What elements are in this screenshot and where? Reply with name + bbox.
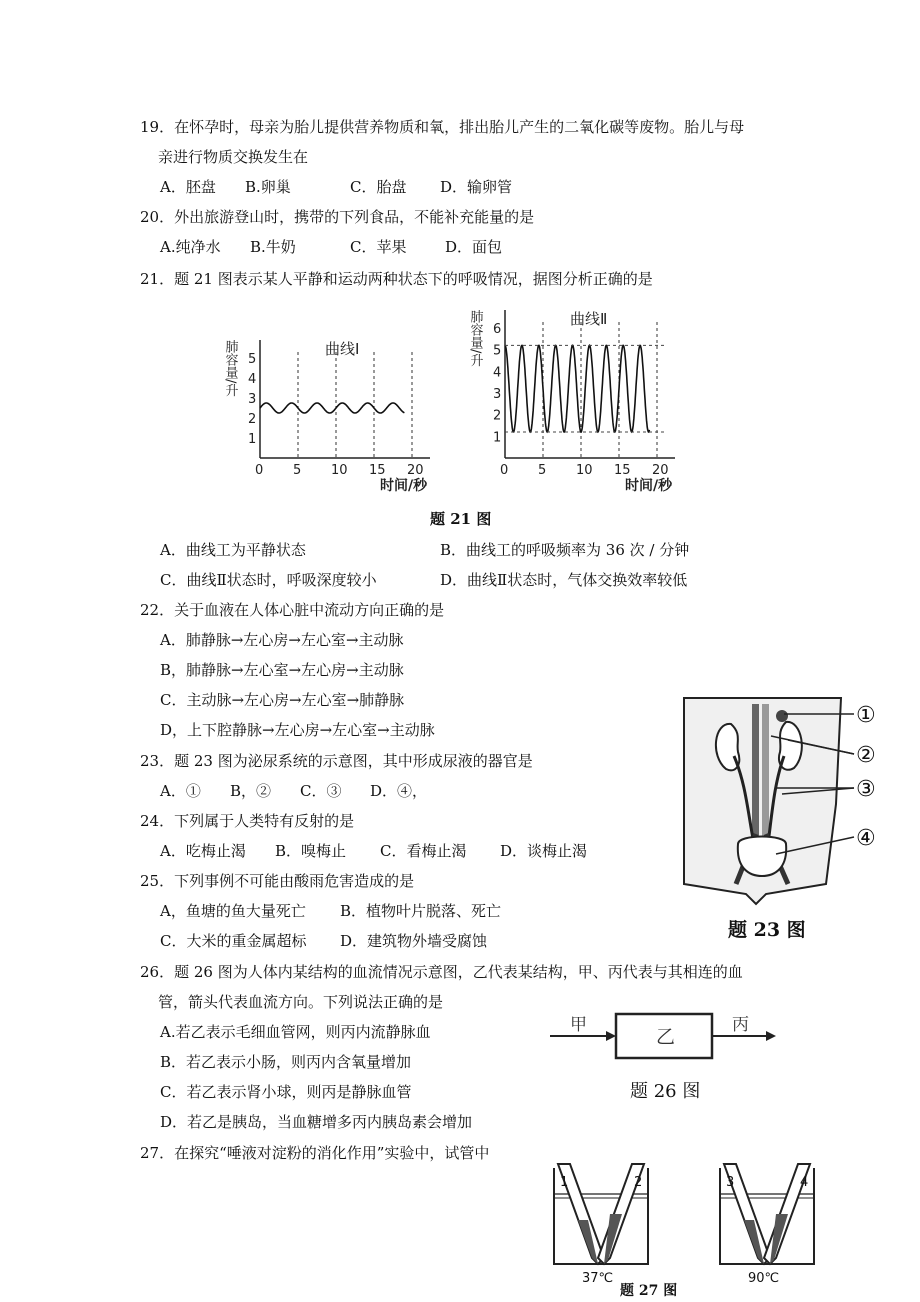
y-tick-1-0: 1 — [248, 432, 257, 447]
q22-option-a: A．肺静脉→左心房→左心室→主动脉 — [160, 631, 404, 649]
q24-option-a: A．吃梅止渴 — [160, 842, 246, 860]
q23-caption: 题 23 图 — [728, 919, 806, 941]
x-tick-2-0: 0 — [500, 463, 509, 478]
q26-label-bing: 丙 — [732, 1015, 749, 1035]
x-tick-1-4: 20 — [407, 463, 424, 478]
q27-stem: 27．在探究“唾液对淀粉的消化作用”实验中，试管中 — [140, 1144, 490, 1162]
chart-curve-1 — [223, 339, 431, 494]
q26-option-a: A.若乙表示毛细血管网，则丙内流静脉血 — [160, 1023, 431, 1041]
x-tick-1-1: 5 — [293, 463, 302, 478]
chart-curve-2 — [468, 309, 676, 494]
x-tick-2-1: 5 — [538, 463, 547, 478]
q23-option-c: C．③ — [300, 782, 342, 800]
q21-figure — [215, 298, 675, 498]
q21-option-a: A．曲线工为平静状态 — [160, 541, 306, 559]
q22-stem: 22．关于血液在人体心脏中流动方向正确的是 — [140, 601, 445, 619]
tube-1-label: 1 — [560, 1175, 569, 1190]
q26-label-jia: 甲 — [570, 1015, 587, 1035]
temp-37: 37℃ — [582, 1271, 614, 1285]
q24-option-c: C．看梅止渴 — [380, 842, 467, 860]
q23-label-3: ③ — [856, 777, 876, 802]
q21-option-d: D．曲线Ⅱ状态时，气体交换效率较低 — [440, 571, 688, 589]
q19-stem-line1: 19．在怀孕时，母亲为胎儿提供营养物质和氧，排出胎儿产生的二氧化碳等废物。胎儿与母 — [140, 118, 745, 136]
y-tick-1-1: 2 — [248, 412, 257, 427]
x-tick-1-2: 10 — [331, 463, 348, 478]
data-line-2 — [505, 345, 649, 432]
tube-3-label: 3 — [726, 1175, 735, 1190]
chart-title-2: 曲线Ⅱ — [570, 310, 608, 328]
x-tick-1-0: 0 — [255, 463, 264, 478]
beaker-37c — [554, 1164, 648, 1285]
q23-option-a: A．① — [160, 782, 201, 800]
arrow-right-icon — [766, 1031, 776, 1041]
y-axis-label-1: 肺容量/升 — [222, 340, 238, 397]
q19-option-d: D．输卵管 — [440, 178, 513, 196]
q23-label-1: ① — [856, 703, 876, 728]
q21-option-b: B．曲线工的呼吸频率为 36 次 / 分钟 — [440, 541, 690, 559]
x-tick-2-4: 20 — [652, 463, 669, 478]
q26-stem-line1: 26．题 26 图为人体内某结构的血流情况示意图，乙代表某结构，甲、丙代表与其相连的血 — [140, 963, 743, 981]
beaker-90c — [720, 1164, 814, 1285]
y-tick-2-4: 5 — [493, 343, 502, 359]
q23-urinary-diagram — [676, 694, 886, 914]
q22-option-c: C．主动脉→左心房→左心室→肺静脉 — [160, 691, 405, 709]
q26-stem-line2: 管，箭头代表血流方向。下列说法正确的是 — [158, 993, 444, 1011]
tube-4-label: 4 — [800, 1175, 809, 1190]
q19-option-b: B.卵巢 — [245, 178, 291, 196]
temp-90: 90℃ — [748, 1271, 780, 1285]
x-tick-2-3: 15 — [614, 463, 631, 478]
x-axis-label-1: 时间/秒 — [380, 478, 428, 494]
q20-stem: 20．外出旅游登山时，携带的下列食品，不能补充能量的是 — [140, 208, 535, 226]
q24-option-d: D．谈梅止渴 — [500, 842, 588, 860]
chart-title-1: 曲线Ⅰ — [325, 340, 360, 358]
q19-option-c: C．胎盘 — [350, 178, 407, 196]
x-tick-1-3: 15 — [369, 463, 386, 478]
y-tick-1-2: 3 — [248, 392, 257, 407]
q24-stem: 24．下列属于人类特有反射的是 — [140, 812, 355, 830]
q25-option-c: C．大米的重金属超标 — [160, 932, 307, 950]
x-axis-label-2: 时间/秒 — [625, 478, 673, 494]
q21-option-c: C．曲线Ⅱ状态时，呼吸深度较小 — [160, 571, 377, 589]
y-tick-2-2: 3 — [493, 387, 502, 402]
data-line-1 — [260, 403, 404, 413]
q19-stem-line2: 亲进行物质交换发生在 — [158, 148, 309, 166]
q23-option-d: D．④， — [370, 782, 428, 800]
q25-option-a: A，鱼塘的鱼大量死亡 — [160, 902, 306, 920]
q25-stem: 25．下列事例不可能由酸雨危害造成的是 — [140, 872, 415, 890]
q23-stem: 23．题 23 图为泌尿系统的示意图，其中形成尿液的器官是 — [140, 752, 533, 770]
y-tick-2-5: 6 — [493, 322, 502, 337]
y-axis-label-2: 肺容量/升 — [467, 310, 483, 367]
q27-tubes-diagram — [548, 1160, 848, 1285]
q23-label-2: ② — [856, 743, 876, 768]
y-tick-2-0: 1 — [493, 430, 502, 446]
y-tick-2-1: 2 — [493, 408, 502, 424]
x-tick-2-2: 10 — [576, 463, 593, 478]
q24-option-b: B．嗅梅止 — [275, 842, 347, 860]
arrow-right-icon — [606, 1031, 616, 1041]
tube-2-label: 2 — [634, 1175, 643, 1190]
y-tick-1-4: 5 — [248, 352, 257, 367]
q23-label-4: ④ — [856, 826, 876, 851]
q26-label-yi: 乙 — [656, 1026, 676, 1048]
q19-option-a: A．胚盘 — [160, 178, 216, 196]
q22-option-d: D，上下腔静脉→左心房→左心室→主动脉 — [160, 721, 435, 739]
q22-option-b: B，肺静脉→左心室→左心房→主动脉 — [160, 661, 404, 679]
q26-option-b: B．若乙表示小肠，则丙内含氧量增加 — [160, 1053, 412, 1071]
q23-option-b: B，② — [230, 782, 272, 800]
q25-option-b: B．植物叶片脱落、死亡 — [340, 902, 502, 920]
q27-caption: 题 27 图 — [620, 1283, 678, 1299]
q26-option-c: C．若乙表示肾小球，则丙是静脉血管 — [160, 1083, 412, 1101]
q26-option-d: D．若乙是胰岛，当血糖增多丙内胰岛素会增加 — [160, 1113, 473, 1131]
q20-option-b: B.牛奶 — [250, 238, 296, 256]
y-tick-1-3: 4 — [248, 372, 257, 387]
q25-option-d: D．建筑物外墙受腐蚀 — [340, 932, 488, 950]
q21-caption: 题 21 图 — [430, 510, 492, 528]
q20-option-c: C．苹果 — [350, 238, 407, 256]
q26-caption: 题 26 图 — [630, 1081, 701, 1102]
q26-flow-diagram — [548, 1006, 788, 1066]
q20-option-d: D．面包 — [445, 238, 503, 256]
q21-stem: 21．题 21 图表示某人平静和运动两种状态下的呼吸情况，据图分析正确的是 — [140, 270, 653, 288]
y-tick-2-3: 4 — [493, 365, 502, 381]
q20-option-a: A.纯净水 — [160, 238, 221, 256]
